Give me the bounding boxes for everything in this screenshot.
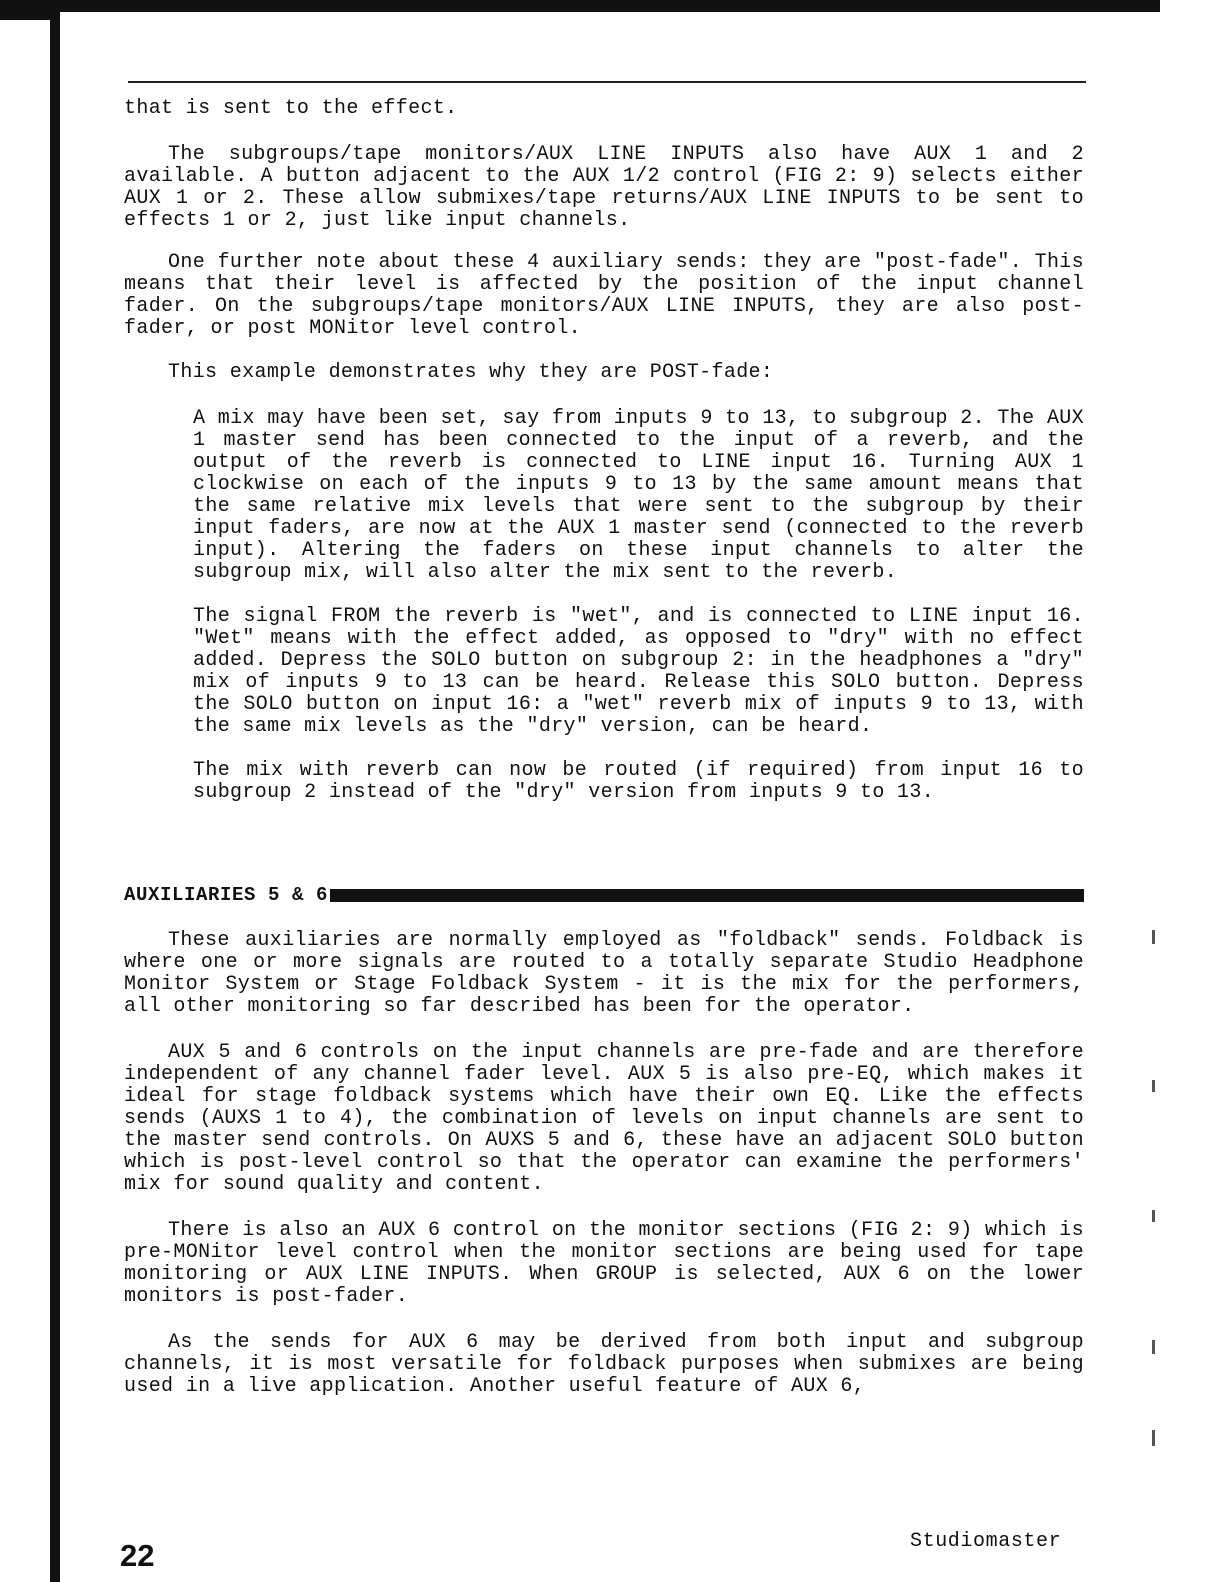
paragraph-foldback: These auxiliaries are normally employed as "foldback" sends. Foldback is where one or more signals are routed to a totally separate Studio Headphone Monitor System or Stage Foldback System - it is the mix for the performers, all other monitoring so far described has been for the operator. <box>124 929 1084 1018</box>
paragraph-route-reverb: The mix with reverb can now be routed (if required) from input 16 to subgroup 2 instead of the "dry" version from inputs 9 to 13. <box>193 759 1084 804</box>
scan-edge-mark <box>1152 1080 1155 1092</box>
page-body <box>124 98 1084 804</box>
scan-edge-mark <box>1152 1430 1155 1446</box>
section-heading-bar <box>330 889 1084 902</box>
continuation-text: that is sent to the effect. <box>124 97 458 120</box>
header-rule <box>128 81 1086 83</box>
paragraph-post-fade-note: One further note about these 4 auxiliary sends: they are "post-fade". This means that their level is affected by the position of the input channel fader. On the subgroups/tape monitors/AUX LINE INPUTS, they are also post-fader, or post MONitor level control. <box>124 251 1084 340</box>
section-heading-row <box>124 884 1084 906</box>
paragraph-aux-6-monitor: There is also an AUX 6 control on the monitor sections (FIG 2: 9) which is pre-MONitor level control when the monitor sections are being used for tape monitoring or AUX LINE INPUTS. When GROUP is selected, AUX 6 on the lower monitors is post-fader. <box>124 1219 1084 1308</box>
page-number: 22 <box>120 1538 155 1573</box>
scan-edge-mark <box>1152 1210 1155 1222</box>
scan-border-left <box>50 0 60 1582</box>
paragraph-aux-5-6: AUX 5 and 6 controls on the input channels are pre-fade and are therefore independent of any channel fader level. AUX 5 is also pre-EQ, which makes it ideal for stage foldback systems which have their own EQ. Like the effects sends (AUXS 1 to 4), the combination of levels on input channels are sent to the master send controls. On AUXS 5 and 6, these have an adjacent SOLO button which is post-level control so that the operator can examine the performers' mix for sound quality and content. <box>124 1041 1084 1196</box>
scan-edge-mark <box>1152 1340 1155 1354</box>
scan-edge-mark <box>1152 930 1155 944</box>
section-heading: AUXILIARIES 5 & 6 <box>124 884 329 906</box>
paragraph-aux-line-inputs: The subgroups/tape monitors/AUX LINE INPUTS also have AUX 1 and 2 available. A button adjacent to the AUX 1/2 control (FIG 2: 9) selects either AUX 1 or 2. These allow submixes/tape returns/AUX LINE INPUTS to be sent to effects 1 or 2, just like input channels. <box>124 143 1084 232</box>
scan-border-top <box>50 0 1160 12</box>
paragraph-wet-dry: The signal FROM the reverb is "wet", and is connected to LINE input 16. "Wet" means with the effect added, as opposed to "dry" with no effect added. Depress the SOLO button on subgroup 2: in the headphones a "dry" mix of inputs 9 to 13 can be heard. Release this SOLO button. Depress the SOLO button on input 16: a "wet" reverb mix of inputs 9 to 13, with the same mix levels as the "dry" version, can be heard. <box>193 605 1084 738</box>
page-body-lower <box>124 930 1084 1398</box>
footer-brand: Studiomaster <box>910 1530 1062 1553</box>
paragraph-example-mix: A mix may have been set, say from inputs 9 to 13, to subgroup 2. The AUX 1 master send has been connected to the input of a reverb, and the output of the reverb is connected to LINE input 16. Turning AUX 1 clockwise on each of the inputs 9 to 13 by the same amount means that the same relative mix levels that were sent to the subgroup by their input faders, are now at the AUX 1 master send (connected to the reverb input). Altering the faders on these input channels to alter the subgroup mix, will also alter the mix sent to the reverb. <box>193 407 1084 584</box>
paragraph-aux-6-versatile: As the sends for AUX 6 may be derived from both input and subgroup channels, it is most versatile for foldback purposes when submixes are being used in a live application. Another useful feature of AUX 6, <box>124 1331 1084 1398</box>
paragraph-example-intro: This example demonstrates why they are POST-fade: <box>168 361 774 384</box>
